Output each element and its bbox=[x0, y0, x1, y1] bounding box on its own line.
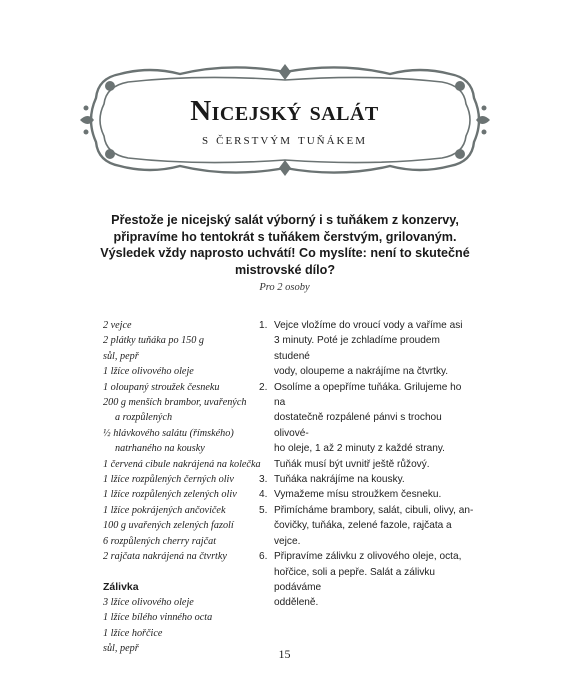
method-steps bbox=[259, 318, 474, 611]
ingredient-item: 1 oloupaný stroužek česneku bbox=[103, 381, 220, 393]
step-number: 1. bbox=[259, 320, 268, 331]
step-line: Tuňák musí být uvnitř ještě růžový. bbox=[274, 458, 430, 470]
ingredient-item: 6 rozpůlených cherry rajčat bbox=[103, 535, 217, 547]
ingredient-item: 1 červená cibule nakrájená na kolečka bbox=[103, 458, 261, 470]
ingredient-item: 200 g menších brambor, uvařených bbox=[103, 397, 247, 409]
step-line: Vymažeme mísu stroužkem česneku. bbox=[274, 489, 442, 501]
step-line: dostatečně rozpálené pánvi s trochou olivové- bbox=[274, 412, 442, 439]
recipe-title: Nicejský salát bbox=[190, 95, 379, 127]
method-step bbox=[259, 487, 474, 502]
step-line: hořčice, soli a pepře. Salát a zálivku podáváme bbox=[274, 566, 436, 593]
step-line: 3 minuty. Poté je zchladíme proudem studené bbox=[274, 335, 440, 362]
page-number: 15 bbox=[278, 647, 291, 661]
step-line: Tuňáka nakrájíme na kousky. bbox=[274, 474, 405, 486]
step-line: Vejce vložíme do vroucí vody a vaříme asi bbox=[274, 320, 463, 331]
step-line: Osolíme a opepříme tuňáka. Grilujeme ho na bbox=[274, 381, 462, 409]
step-line: čovičky, tuňáka, zelené fazole, rajčata a vejce. bbox=[274, 520, 452, 547]
ingredient-item-continuation: a rozpůlených bbox=[115, 412, 173, 424]
ingredient-item: 1 lžíce rozpůlených černých oliv bbox=[103, 474, 234, 486]
step-number: 6. bbox=[259, 551, 268, 563]
step-number: 5. bbox=[259, 504, 268, 516]
dressing-item: 1 lžíce bílého vinného octa bbox=[103, 612, 213, 624]
dressing-item: sůl, pepř bbox=[103, 643, 139, 655]
step-line: vody, oloupeme a nakrájíme na čtvrtky. bbox=[274, 366, 449, 378]
ingredient-item: 1 lžíce pokrájených ančoviček bbox=[103, 504, 226, 516]
recipe-subtitle: s čerstvým tuňákem bbox=[201, 131, 367, 148]
step-line: odděleně. bbox=[274, 597, 319, 609]
ingredient-item: ½ hlávkového salátu (římského) bbox=[103, 427, 234, 439]
method-step bbox=[259, 318, 474, 380]
ingredient-item: sůl, pepř bbox=[103, 350, 139, 362]
recipe-intro: Přestože je nicejský salát výborný i s tuňákem z konzervy, připravíme ho tentokrát s tuňákem čerstvým, grilovaným. Výsledek vždy naprosto uchvátí! Co myslíte: není to skutečné mistrovské dílo? bbox=[100, 213, 470, 277]
method-step bbox=[259, 380, 474, 472]
ingredient-item-continuation: natrhaného na kousky bbox=[115, 443, 205, 455]
step-line: Připravíme zálivku z olivového oleje, octa, bbox=[274, 551, 462, 563]
ingredient-item: 2 vejce bbox=[103, 320, 132, 331]
dressing-heading: Zálivka bbox=[103, 580, 139, 593]
ingredient-item: 2 rajčata nakrájená na čtvrtky bbox=[103, 551, 227, 563]
servings: Pro 2 osoby bbox=[259, 282, 310, 293]
ingredient-item: 100 g uvařených zelených fazolí bbox=[103, 520, 234, 532]
step-number: 2. bbox=[259, 381, 268, 393]
method-step bbox=[259, 472, 474, 487]
step-line: Přimícháme brambory, salát, cibuli, olivy, an- bbox=[274, 504, 474, 516]
ingredient-item: 1 lžíce olivového oleje bbox=[103, 366, 194, 378]
ingredient-item: 1 lžíce rozpůlených zelených oliv bbox=[103, 489, 237, 501]
step-number: 3. bbox=[259, 474, 268, 486]
step-number: 4. bbox=[259, 489, 268, 501]
step-line: ho oleje, 1 až 2 minuty z každé strany. bbox=[274, 443, 445, 455]
dressing-item: 3 lžíce olivového oleje bbox=[103, 596, 194, 608]
method-step bbox=[259, 549, 474, 611]
ingredient-item: 2 plátky tuňáka po 150 g bbox=[103, 335, 205, 347]
method-step bbox=[259, 503, 474, 549]
ingredients-list bbox=[103, 318, 263, 657]
recipe-header bbox=[0, 95, 569, 149]
dressing-item: 1 lžíce hořčice bbox=[103, 627, 163, 639]
